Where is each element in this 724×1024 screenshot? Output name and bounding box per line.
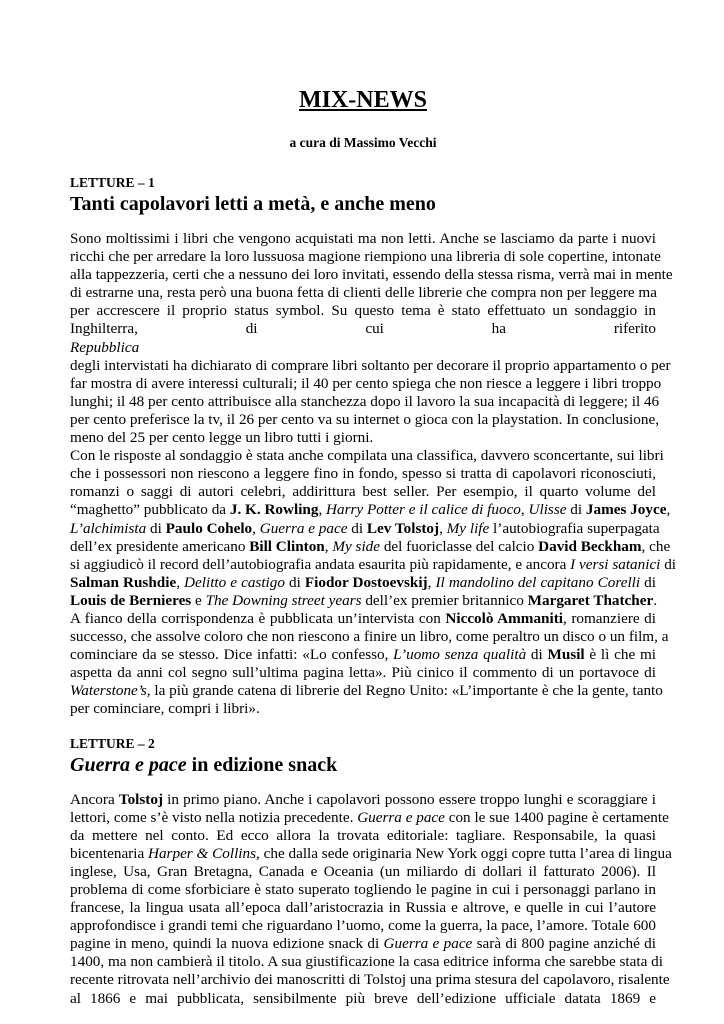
text-run: , che dalla sede originaria New York oggi copre tutta l’area di lingua xyxy=(256,844,672,862)
body-line: approfondisce i grandi temi che riguardano l’uomo, come la guerra, la pace, l’amore. Totale 600 xyxy=(70,917,656,935)
book-title: L’uomo senza qualità xyxy=(393,646,527,664)
body-line: meno del 25 per cento legge un libro tutti i giorni. xyxy=(70,429,374,447)
section-label-1: LETTURE – 1 xyxy=(70,175,155,190)
body-line: ricchi che per arredare la loro lussuosa magione riempiono una libreria di sole copertine, intonate xyxy=(70,248,661,266)
body-line: problema di come sforbiciare è stato superato togliendo le pagine in cui i personaggi parlano in xyxy=(70,881,656,898)
text-run: cominciare da se stesso. Dice infatti: «Lo confesso, xyxy=(70,646,394,664)
text-run: pagine in meno, quindi la nuova edizione snack di xyxy=(70,935,384,953)
body-line: inglese, Usa, Gran Bretagna, Canada e Oceania (un miliardo di dollari il fatturato 2006). Il xyxy=(70,862,656,880)
article-2 xyxy=(70,735,672,1008)
text-run: , xyxy=(520,501,529,519)
text-run: del fuoriclasse del calcio xyxy=(380,537,539,555)
text-run: “maghetto” pubblicato da xyxy=(70,501,230,519)
text-run: , romanziere di xyxy=(562,609,656,627)
body-line: Con le risposte al sondaggio è stata anche compilata una classifica, davvero sconcertante, sui libri xyxy=(70,447,664,465)
book-title: Harry Potter e il calice di fuoco xyxy=(326,501,521,519)
article-body-2 xyxy=(70,790,672,1008)
text-run: e xyxy=(191,591,206,609)
text-run: di xyxy=(660,555,677,573)
publication-name: Repubblica xyxy=(70,338,140,356)
body-line: che i possessori non riescono a leggere fino in fondo, spesso si tratta di capolavori riconosciuti, xyxy=(70,465,656,483)
body-line: per cento preferisce la tv, il 26 per cento va su internet o gioca con la playstation. In conclusione, xyxy=(70,410,660,428)
body-line: recente ritrovata nell’archivio dei manoscritti di Tolstoj una prima stesura del capolavoro, risalente xyxy=(70,971,670,989)
text-run: di xyxy=(284,573,305,591)
text-run: , xyxy=(439,519,447,537)
person-name: James Joyce xyxy=(585,501,667,519)
book-title: The Downing street years xyxy=(205,591,362,609)
body-line xyxy=(70,574,656,592)
body-line xyxy=(70,320,656,338)
body-line: degli intervistati ha dichiarato di comprare libri soltanto per decorare il proprio appartamento o per xyxy=(70,356,671,374)
text-run: A fianco della corrispondenza è pubblicata un’intervista con xyxy=(70,609,446,627)
text-run: lettori, come s’è visto nella notizia precedente. xyxy=(70,808,358,826)
heading-italic: Guerra e pace xyxy=(70,753,187,776)
publisher-name: Harper & Collins xyxy=(148,844,257,862)
body-line xyxy=(70,339,656,357)
book-title: Delitto e castigo xyxy=(184,573,285,591)
text-run: sarà di 800 pagine anziché di xyxy=(472,935,656,953)
body-line xyxy=(70,519,660,538)
text-run: l’autobiografia superpagata xyxy=(489,519,660,537)
person-name: Tolstoj xyxy=(118,790,164,808)
body-line: francese, la lingua usata all’epoca dall’aristocrazia in Russia e altrove, e quelle in cui l’autore xyxy=(70,899,656,917)
body-line xyxy=(70,592,656,610)
text-run: , xyxy=(427,573,436,591)
text-run: , xyxy=(324,537,333,555)
body-line xyxy=(70,935,656,953)
body-line xyxy=(70,555,677,574)
document-page xyxy=(70,82,677,1008)
body-line: lunghi; il 48 per cento attribuisce alla stanchezza dopo il lavoro la sua incapacità di leggere; il 46 xyxy=(70,392,660,410)
person-name: Paulo Cohelo xyxy=(165,519,253,537)
book-title: L’alchimista xyxy=(70,519,147,537)
curator-line: a cura di Massimo Vecchi xyxy=(289,135,437,150)
body-line: da mettere nel conto. Ed ecco allora la trovata editoriale: tagliare. Responsabile, la quasi xyxy=(70,826,656,844)
book-title: Guerra e pace xyxy=(259,519,348,537)
body-line: per cominciare, compri i libri». xyxy=(70,700,260,718)
body-line xyxy=(70,791,656,809)
body-line: successo, che assolve coloro che non riescono a finire un libro, come peraltro un disco o un film, a xyxy=(70,628,669,646)
body-line xyxy=(70,610,656,628)
article-body-1 xyxy=(70,230,677,719)
text-run: dell’ex presidente americano xyxy=(70,537,250,555)
body-line: alla tappezzeria, certi che a nessuno dei loro invitati, essendo della stessa risma, verrà mai in mente xyxy=(70,266,673,284)
person-name: Bill Clinton xyxy=(249,537,325,555)
person-name: Louis de Bernieres xyxy=(70,591,192,609)
book-title: Il mandolino del capitano Corelli xyxy=(435,573,641,591)
body-line: romanzi o saggi di autori celebri, addirittura best seller. Per esempio, il quarto volume del xyxy=(70,483,656,501)
text-run: dell’ex premier britannico xyxy=(361,591,528,609)
book-title: I versi satanici xyxy=(570,555,661,573)
body-line xyxy=(70,682,663,700)
person-name: Salman Rushdie xyxy=(70,573,177,591)
book-title: My side xyxy=(332,537,381,555)
body-line xyxy=(70,808,669,827)
body-line: al 1866 e mai pubblicata, sensibilmente più breve dell’edizione ufficiale datata 1869 e xyxy=(70,989,656,1007)
text-run: , che xyxy=(641,537,671,555)
text-run: , xyxy=(252,519,260,537)
body-line xyxy=(70,501,671,519)
body-line: di estrarne una, resta però una buona fetta di clienti delle librerie che compra non per leggere ma xyxy=(70,284,657,302)
body-line: aspetta da anni col segno sull’ultima pagina letta». Più cinico il commento di un portavoce di xyxy=(70,664,656,682)
text-run: di xyxy=(347,519,367,537)
text-run: di xyxy=(566,501,586,519)
body-line: per accrescere il proprio status symbol. Su questo tema è stato effettuato un sondaggio in xyxy=(70,302,656,320)
publication-name: Waterstone’s xyxy=(70,682,147,700)
article-1 xyxy=(70,174,677,719)
body-line: 1400, ma non cambierà il titolo. A sua giustificazione la casa editrice informa che sarebbe stata di xyxy=(70,953,663,971)
text-run: è lì che mi xyxy=(584,646,656,664)
heading-rest: in edizione snack xyxy=(186,753,338,776)
text-run: si aggiudicò il record dell’autobiografia andata esaurita più rapidamente, e ancora xyxy=(70,555,571,573)
text-run: , xyxy=(176,573,185,591)
person-name: David Beckham xyxy=(538,537,642,555)
book-title: Guerra e pace xyxy=(383,935,473,953)
page-title: MIX-NEWS xyxy=(298,87,427,113)
text-run: di xyxy=(146,519,166,537)
body-line: far mostra di avere interessi culturali; il 40 per cento spiega che non riesce a leggere i libri troppo xyxy=(70,374,662,392)
text-run: , xyxy=(666,501,671,519)
section-label-2: LETTURE – 2 xyxy=(70,735,155,751)
article-heading-1: Tanti capolavori letti a metà, e anche meno xyxy=(70,193,436,215)
person-name: Fiodor Dostoevskij xyxy=(304,573,428,591)
article-heading-2 xyxy=(70,752,656,778)
book-title: Ulisse xyxy=(528,501,567,519)
text-run: bicentenaria xyxy=(70,844,148,862)
text-run: con le sue 1400 pagine è certamente xyxy=(444,808,669,826)
text-run: , xyxy=(318,501,327,519)
body-line xyxy=(70,537,671,556)
text-run: di xyxy=(640,573,656,591)
person-name: Margaret Thatcher xyxy=(527,591,654,609)
body-line xyxy=(70,844,672,863)
body-line xyxy=(70,646,656,664)
book-title: Guerra e pace xyxy=(357,808,445,826)
text-run: , la più grande catena di librerie del Regno Unito: «L’importante è che la gente, tanto xyxy=(146,682,663,700)
person-name: Musil xyxy=(547,646,585,664)
body-line: Sono moltissimi i libri che vengono acquistati ma non letti. Anche se lasciamo da parte i nuovi xyxy=(70,230,656,247)
book-title: My life xyxy=(446,519,490,537)
person-name: Niccolò Ammaniti xyxy=(445,609,563,627)
text-run: di xyxy=(526,646,548,664)
person-name: Lev Tolstoj xyxy=(366,519,440,537)
text-run: Ancora xyxy=(70,790,119,808)
person-name: J. K. Rowling xyxy=(229,501,319,519)
text-run: Inghilterra, di cui ha riferito xyxy=(70,320,656,338)
text-run: . xyxy=(653,591,658,609)
text-run: in primo piano. Anche i capolavori possono essere troppo lunghi e scoraggiare i xyxy=(163,790,656,808)
